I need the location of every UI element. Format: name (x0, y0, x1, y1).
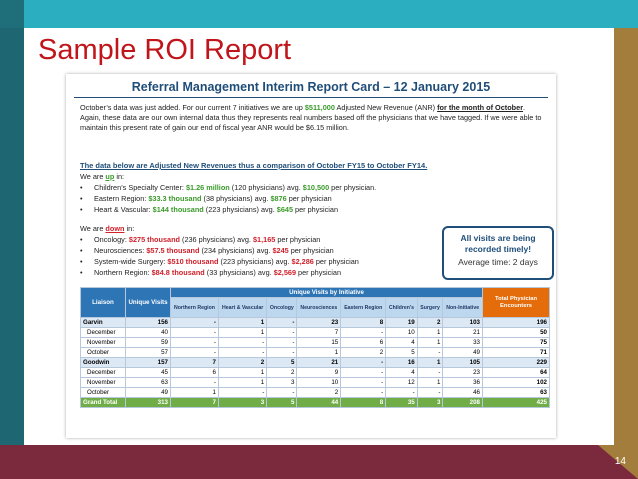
table-cell: 8 (341, 398, 386, 408)
table-cell: 2 (297, 388, 341, 398)
down-item: • System-wide Surgery: $510 thousand (223 physicians) avg. $2,286 per physician (80, 257, 359, 266)
down-item-tail: per physician (313, 257, 359, 266)
down-label (80, 224, 134, 233)
down-item-name: Northern Region: (94, 268, 152, 277)
table-cell: 1 (417, 338, 443, 348)
table-cell: 6 (341, 338, 386, 348)
table-cell: - (267, 318, 297, 328)
table-cell: 35 (386, 398, 418, 408)
table-cell: 1 (171, 388, 219, 398)
table-cell: 157 (126, 358, 171, 368)
grand-total-row (81, 398, 550, 408)
col-initiative: Oncology (267, 298, 297, 318)
intro-month: for the month of October (437, 103, 524, 112)
intro-paragraph (80, 103, 544, 133)
down-item-tail: per physician (296, 268, 342, 277)
down-item-amount: $275 thousand (128, 235, 180, 244)
table-cell: - (386, 388, 418, 398)
up-item-avg: $645 (276, 205, 294, 214)
up-item: • Heart & Vascular: $144 thousand (223 physicians) avg. $645 per physician (80, 205, 339, 214)
down-item: • Oncology: $275 thousand (236 physicians) avg. $1,165 per physician (80, 235, 321, 244)
table-cell: 21 (443, 328, 483, 338)
down-item-mid: (223 physicians) avg. (218, 257, 292, 266)
row-label: November (81, 338, 126, 348)
table-cell: - (417, 368, 443, 378)
down-label-post: in: (124, 224, 135, 233)
month-row (81, 348, 550, 358)
up-item-tail: per physician. (329, 183, 377, 192)
table-cell: - (267, 328, 297, 338)
up-item-tail: per physician (293, 205, 339, 214)
table-cell: 208 (443, 398, 483, 408)
table-cell: 5 (267, 398, 297, 408)
intro-text-3: . Again, these data are our own internal data thus they represents real numbers based off the physicians that we have tagged. If we were able to maintain this present rate of gain our end of fiscal year ANR would be $6.15 million. (80, 103, 542, 132)
table-cell: 8 (341, 318, 386, 328)
down-item-tail: per physician (288, 246, 334, 255)
table-cell: - (267, 348, 297, 358)
comparison-heading: The data below are Adjusted New Revenues thus a comparison of October FY15 to October FY14. (80, 161, 428, 170)
table-cell: 7 (297, 328, 341, 338)
table-cell: 5 (386, 348, 418, 358)
bottom-accent-bar (0, 445, 638, 479)
table-cell: 19 (386, 318, 418, 328)
table-cell: 49 (443, 348, 483, 358)
down-item: • Northern Region: $84.8 thousand (33 physicians) avg. $2,569 per physician (80, 268, 342, 277)
up-item-name: Heart & Vascular: (94, 205, 153, 214)
down-item-avg: $2,569 (273, 268, 297, 277)
table-cell: 105 (443, 358, 483, 368)
month-row (81, 388, 550, 398)
table-cell: 1 (218, 318, 266, 328)
table-cell: 45 (126, 368, 171, 378)
col-initiative: Eastern Region (341, 298, 386, 318)
table-cell: - (341, 328, 386, 338)
up-item-amount: $1.26 million (185, 183, 230, 192)
down-item-tail: per physician (275, 235, 321, 244)
up-item-mid: (223 physicians) avg. (203, 205, 277, 214)
table-body (81, 318, 550, 408)
table-cell: 313 (126, 398, 171, 408)
table-cell: - (267, 338, 297, 348)
table-cell: 10 (297, 378, 341, 388)
table-cell: - (218, 348, 266, 358)
liaison-row (81, 318, 550, 328)
table-cell: - (341, 358, 386, 368)
callout-line-2: recorded timely! (464, 244, 532, 254)
table-cell: 7 (171, 398, 219, 408)
table-cell: 1 (297, 348, 341, 358)
liaison-row (81, 358, 550, 368)
title-divider (74, 97, 548, 98)
table-cell: 23 (443, 368, 483, 378)
table-cell: 44 (297, 398, 341, 408)
table-cell: - (417, 388, 443, 398)
table-cell: 3 (218, 398, 266, 408)
table-cell: 425 (483, 398, 550, 408)
up-label-pre: We are (80, 172, 106, 181)
down-item-mid: (234 physicians) avg. (199, 246, 273, 255)
table-cell: 4 (386, 338, 418, 348)
table-cell: 21 (297, 358, 341, 368)
timely-visits-callout (442, 226, 554, 280)
row-label: October (81, 348, 126, 358)
unique-visits-table (80, 287, 550, 408)
table-cell: 64 (483, 368, 550, 378)
row-label: December (81, 328, 126, 338)
up-label-word: up (105, 172, 115, 181)
col-initiative: Surgery (417, 298, 443, 318)
table-cell: 229 (483, 358, 550, 368)
down-item: • Neurosciences: $57.5 thousand (234 physicians) avg. $245 per physician (80, 246, 334, 255)
table-cell: 10 (386, 328, 418, 338)
row-label: Grand Total (81, 398, 126, 408)
right-accent-bar (614, 28, 638, 445)
table-cell: 2 (417, 318, 443, 328)
table-cell: - (417, 348, 443, 358)
table-cell: - (218, 338, 266, 348)
table-cell: 50 (483, 328, 550, 338)
up-item: • Eastern Region: $33.3 thousand (38 physicians) avg. $876 per physician (80, 194, 332, 203)
col-liaison: Liaison (81, 288, 126, 318)
down-label-word: down (105, 224, 125, 233)
up-label-post: in: (114, 172, 125, 181)
intro-amount: $511,000 (304, 103, 335, 112)
table-cell: - (341, 368, 386, 378)
table-cell: 49 (126, 388, 171, 398)
table-cell: 1 (417, 328, 443, 338)
table-cell: 63 (483, 388, 550, 398)
table-cell: 102 (483, 378, 550, 388)
up-item: • Children’s Specialty Center: $1.26 million (120 physicians) avg. $10,500 per physician. (80, 183, 377, 192)
col-initiative: Non-Initiative (443, 298, 483, 318)
table-cell: 1 (218, 378, 266, 388)
row-label: December (81, 368, 126, 378)
table-cell: - (341, 378, 386, 388)
report-card-image (66, 74, 556, 438)
up-item-mid: (120 physicians) avg. (229, 183, 303, 192)
col-initiative: Northern Region (171, 298, 219, 318)
report-title: Referral Management Interim Report Card – 12 January 2015 (131, 80, 491, 94)
table-cell: - (171, 378, 219, 388)
table-cell: - (218, 388, 266, 398)
table-cell: 156 (126, 318, 171, 328)
table-cell: 12 (386, 378, 418, 388)
col-total-encounters: Total Physician Encounters (483, 288, 550, 318)
row-label: October (81, 388, 126, 398)
up-label (80, 172, 124, 181)
table-cell: 2 (218, 358, 266, 368)
table-cell: 40 (126, 328, 171, 338)
up-item-tail: per physician (286, 194, 332, 203)
left-accent-bar (0, 28, 24, 445)
up-item-amount: $33.3 thousand (148, 194, 202, 203)
intro-text-2: Adjusted New Revenue (ANR) (334, 103, 438, 112)
table-cell: - (171, 338, 219, 348)
table-cell: 103 (443, 318, 483, 328)
col-initiative: Children's (386, 298, 418, 318)
col-initiative: Heart & Vascular (218, 298, 266, 318)
table-cell: 196 (483, 318, 550, 328)
down-item-name: System-wide Surgery: (94, 257, 168, 266)
down-item-name: Neurosciences: (94, 246, 147, 255)
table-cell: 3 (417, 398, 443, 408)
up-item-mid: (38 physicians) avg. (201, 194, 271, 203)
page-number: 14 (614, 456, 626, 467)
table-cell: - (171, 348, 219, 358)
table-cell: 63 (126, 378, 171, 388)
table-cell: 5 (267, 358, 297, 368)
down-label-pre: We are (80, 224, 106, 233)
down-item-amount: $84.8 thousand (151, 268, 205, 277)
down-item-amount: $510 thousand (167, 257, 219, 266)
table-cell: 7 (171, 358, 219, 368)
top-accent-bar (0, 0, 638, 28)
row-label: Garvin (81, 318, 126, 328)
col-unique-visits: Unique Visits (126, 288, 171, 318)
table-cell: 2 (267, 368, 297, 378)
table-cell: - (171, 328, 219, 338)
table-cell: 16 (386, 358, 418, 368)
table-cell: 23 (297, 318, 341, 328)
row-label: Goodwin (81, 358, 126, 368)
table-cell: 1 (417, 358, 443, 368)
table-cell: 6 (171, 368, 219, 378)
up-item-amount: $144 thousand (152, 205, 204, 214)
table-cell: 3 (267, 378, 297, 388)
down-item-avg: $2,286 (291, 257, 314, 266)
col-group-initiatives: Unique Visits by Initiative (171, 288, 483, 298)
down-item-avg: $1,165 (253, 235, 276, 244)
table-cell: 1 (218, 328, 266, 338)
table-cell: 59 (126, 338, 171, 348)
down-item-amount: $57.5 thousand (146, 246, 200, 255)
col-initiative: Neurosciences (297, 298, 341, 318)
table-cell: 15 (297, 338, 341, 348)
table-cell: - (171, 318, 219, 328)
callout-line-3: Average time: 2 days (458, 257, 538, 267)
table-cell: 75 (483, 338, 550, 348)
table-cell: - (341, 388, 386, 398)
up-item-name: Children’s Specialty Center: (94, 183, 186, 192)
callout-line-1: All visits are being (460, 233, 536, 243)
up-item-avg: $10,500 (302, 183, 330, 192)
down-item-avg: $245 (272, 246, 289, 255)
table-cell: 4 (386, 368, 418, 378)
table-cell: - (267, 388, 297, 398)
table-cell: 2 (341, 348, 386, 358)
up-item-avg: $876 (270, 194, 287, 203)
month-row (81, 368, 550, 378)
intro-text-1: October’s data was just added. For our current 7 initiatives we are up (80, 103, 305, 112)
up-item-name: Eastern Region: (94, 194, 149, 203)
month-row (81, 328, 550, 338)
slide-title: Sample ROI Report (38, 34, 292, 66)
table-cell: 36 (443, 378, 483, 388)
down-item-name: Oncology: (94, 235, 129, 244)
table-cell: 9 (297, 368, 341, 378)
down-item-mid: (33 physicians) avg. (204, 268, 274, 277)
month-row (81, 338, 550, 348)
table-cell: 1 (417, 378, 443, 388)
month-row (81, 378, 550, 388)
top-left-accent (0, 0, 24, 28)
row-label: November (81, 378, 126, 388)
down-item-mid: (236 physicians) avg. (179, 235, 253, 244)
table-cell: 33 (443, 338, 483, 348)
table-cell: 71 (483, 348, 550, 358)
table-cell: 57 (126, 348, 171, 358)
table-cell: 46 (443, 388, 483, 398)
table-cell: 1 (218, 368, 266, 378)
